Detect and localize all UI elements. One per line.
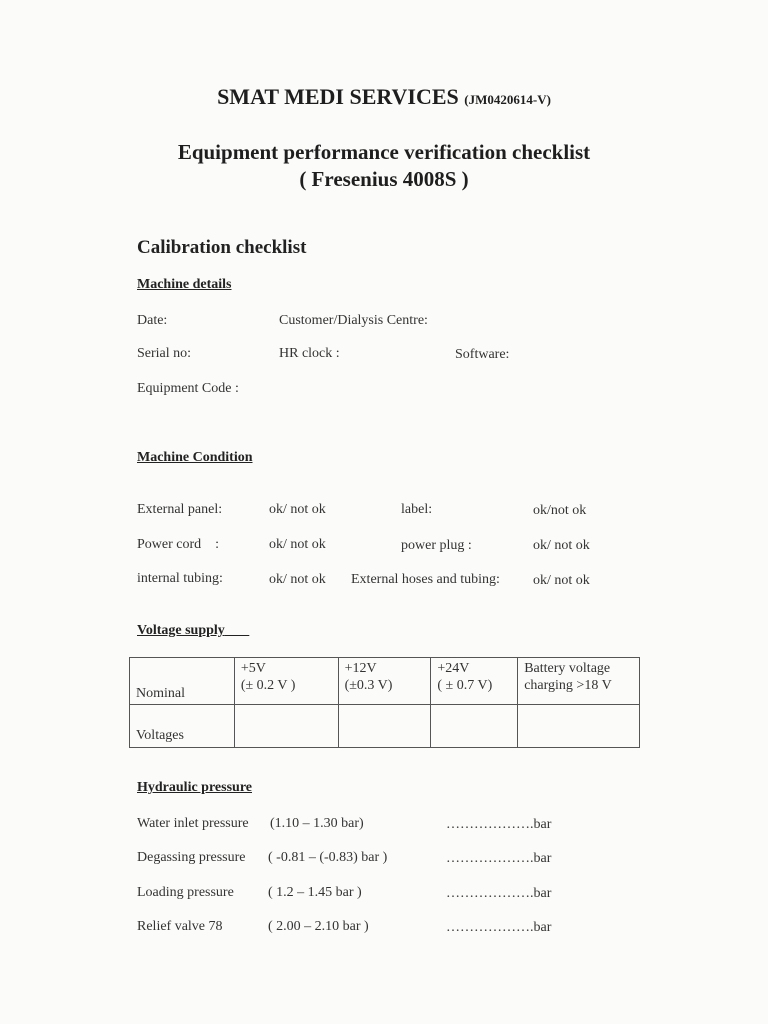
hr-clock-label: HR clock : (279, 346, 340, 361)
voltage-nominal: +24V (437, 661, 470, 676)
calibration-title: Calibration checklist (137, 237, 307, 258)
condition-label-left: Power cord : (137, 537, 220, 552)
company-code: (JM0420614-V) (464, 92, 551, 107)
customer-label: Customer/Dialysis Centre: (279, 313, 428, 328)
condition-status-right: ok/ not ok (533, 538, 590, 553)
machine-details-heading: Machine details (137, 277, 232, 292)
voltage-nominal: +5V (240, 661, 266, 676)
software-label: Software: (455, 347, 510, 362)
voltages-label: Voltages (130, 705, 235, 748)
pressure-range: ( 2.00 – 2.10 bar ) (268, 919, 369, 934)
pressure-entry[interactable]: ……………….bar (446, 851, 552, 866)
machine-condition-heading: Machine Condition (137, 450, 253, 465)
voltage-tolerance: charging >18 V (524, 678, 612, 693)
hydraulic-pressure-heading: Hydraulic pressure (137, 780, 252, 795)
document-title: Equipment performance verification checklist (177, 140, 591, 164)
voltage-nominal: +12V (344, 661, 377, 676)
voltage-entry-cell[interactable] (234, 705, 338, 748)
condition-status-left: ok/ not ok (269, 502, 326, 517)
voltage-entry-cell[interactable] (431, 705, 518, 748)
voltage-table (129, 657, 640, 748)
equipment-code-label: Equipment Code : (137, 381, 239, 396)
pressure-entry[interactable]: ……………….bar (446, 920, 552, 935)
pressure-entry[interactable]: ……………….bar (446, 886, 552, 901)
condition-label-right: power plug : (401, 538, 472, 553)
pressure-label: Degassing pressure (137, 850, 246, 865)
condition-status-left: ok/ not ok (269, 572, 326, 587)
company-name-line (0, 84, 768, 110)
serial-label: Serial no: (137, 346, 192, 361)
condition-label-left: External panel: (137, 502, 223, 517)
pressure-range: ( 1.2 – 1.45 bar ) (268, 885, 362, 900)
voltage-tolerance: ( ± 0.7 V) (437, 678, 493, 693)
condition-status-right: ok/ not ok (533, 573, 590, 588)
voltage-supply-heading (137, 623, 249, 639)
pressure-range: ( -0.81 – (-0.83) bar ) (268, 850, 388, 865)
voltage-tolerance: (±0.3 V) (344, 678, 393, 693)
condition-label-right: label: (401, 502, 433, 517)
voltage-column-header (234, 658, 338, 705)
pressure-label: Water inlet pressure (137, 816, 249, 831)
voltage-nominal: Battery voltage (524, 661, 611, 676)
nominal-row (130, 658, 640, 705)
condition-status-left: ok/ not ok (269, 537, 326, 552)
company-name: SMAT MEDI SERVICES (217, 84, 459, 109)
date-label: Date: (137, 313, 168, 328)
voltage-column-header (338, 658, 431, 705)
pressure-entry[interactable]: ……………….bar (446, 817, 552, 832)
pressure-range: (1.10 – 1.30 bar) (270, 816, 364, 831)
voltage-tolerance: (± 0.2 V ) (240, 678, 296, 693)
nominal-label: Nominal (130, 658, 235, 705)
equipment-model: ( Fresenius 4008S ) (299, 167, 469, 191)
pressure-label: Relief valve 78 (137, 919, 223, 934)
voltage-column-header (518, 658, 640, 705)
voltage-supply-heading-text: Voltage supply (137, 623, 225, 638)
condition-status-right: ok/not ok (533, 503, 587, 518)
condition-label-left: internal tubing: (137, 571, 223, 586)
voltage-column-header (431, 658, 518, 705)
voltage-entry-cell[interactable] (338, 705, 431, 748)
voltages-row (130, 705, 640, 748)
pressure-label: Loading pressure (137, 885, 234, 900)
condition-label-right: External hoses and tubing: (351, 572, 500, 587)
voltage-entry-cell[interactable] (518, 705, 640, 748)
